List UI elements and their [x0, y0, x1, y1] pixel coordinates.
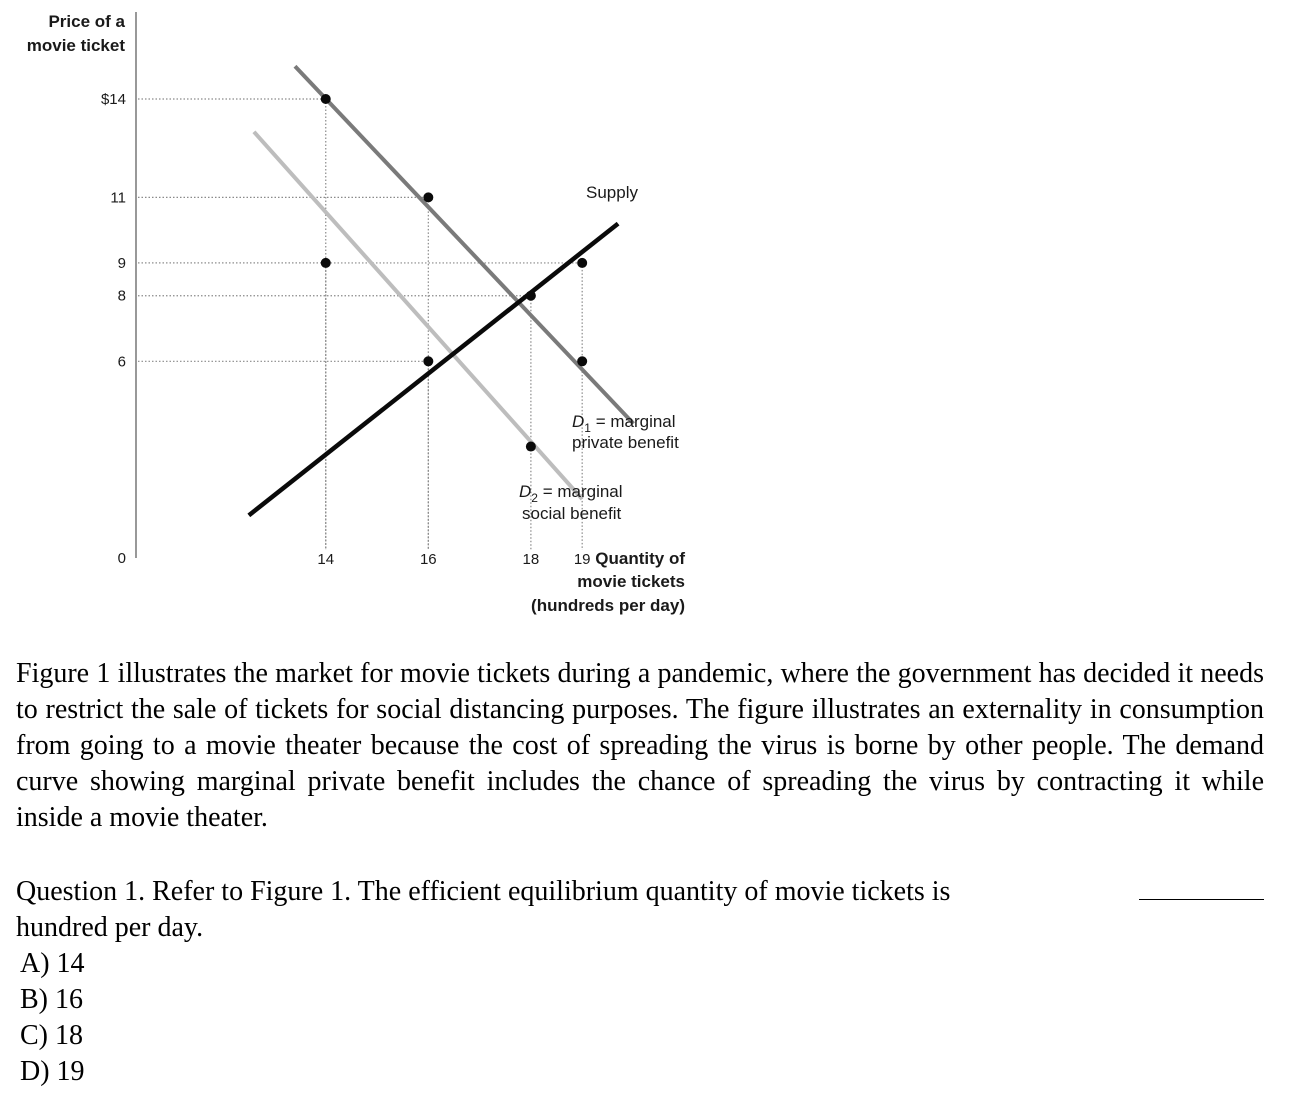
curve-labels — [519, 183, 679, 523]
answer-blank — [1139, 877, 1264, 900]
y-axis-title-line2: movie ticket — [26, 36, 125, 55]
figure-description: Figure 1 illustrates the market for movie tickets during a pandemic, where the government has decided it needs to restrict the sale of tickets for social distancing purposes. The figure illustrates an externality in consumption from going to a movie theater because the cost of spreading the virus is borne by other people. The demand curve showing marginal private benefit includes the chance of spreading the virus by contracting it while inside a movie theater. — [16, 658, 1264, 833]
y-tick-label-1: 11 — [110, 189, 126, 207]
x-tick-label-3: 19 — [573, 551, 591, 568]
choice-d[interactable]: D) 19 — [20, 1056, 85, 1087]
d2-label-sub: 2 — [531, 491, 538, 505]
y-axis-title-line1: Price of a — [48, 12, 125, 31]
point-marker-6 — [526, 442, 536, 452]
d1-label-line1 — [572, 412, 676, 435]
x-tick-label-0: 14 — [317, 551, 335, 568]
supply-demand-chart — [0, 0, 700, 620]
d1-label-rest: = marginal — [590, 412, 676, 431]
y-tick-label-3: 8 — [117, 287, 126, 305]
point-marker-2 — [526, 291, 536, 301]
question-text-continued: hundred per day. — [16, 912, 204, 943]
d2-label-rest: = marginal — [537, 482, 623, 501]
supply-label: Supply — [586, 183, 638, 202]
point-marker-3 — [577, 356, 587, 366]
y-tick-label-4: 6 — [117, 353, 126, 371]
point-marker-5 — [423, 356, 433, 366]
choice-a[interactable]: A) 14 — [20, 948, 85, 979]
x-tick-label-2: 18 — [522, 551, 540, 568]
tick-labels — [101, 91, 591, 568]
series-line-0 — [249, 224, 618, 516]
question-text: Question 1. Refer to Figure 1. The efficient equilibrium quantity of movie tickets is — [16, 876, 951, 907]
d2-label-line1 — [519, 482, 623, 505]
guide-lines — [138, 99, 585, 550]
markers — [321, 94, 587, 452]
question-line — [16, 874, 1264, 910]
d2-label-d: D — [519, 482, 532, 501]
x-tick-label-1: 16 — [419, 551, 437, 568]
choice-c[interactable]: C) 18 — [20, 1020, 83, 1051]
y-tick-label-0: $14 — [100, 91, 126, 109]
d1-label-line2: private benefit — [572, 433, 679, 452]
x-axis-title-line1: Quantity of — [595, 549, 685, 568]
point-marker-4 — [321, 258, 331, 268]
y-tick-label-5: 0 — [117, 550, 126, 567]
x-axis-title-line2: movie tickets — [577, 572, 685, 591]
point-marker-7 — [577, 258, 587, 268]
d1-label-sub: 1 — [584, 421, 591, 435]
choice-b[interactable]: B) 16 — [20, 984, 83, 1015]
d1-label-d: D — [572, 412, 585, 431]
point-marker-0 — [321, 94, 331, 104]
d2-label-line2: social benefit — [522, 504, 622, 523]
point-marker-1 — [423, 192, 433, 202]
question-block — [16, 874, 1264, 1090]
y-tick-label-2: 9 — [117, 254, 126, 272]
x-axis-title-line3: (hundreds per day) — [531, 596, 685, 615]
